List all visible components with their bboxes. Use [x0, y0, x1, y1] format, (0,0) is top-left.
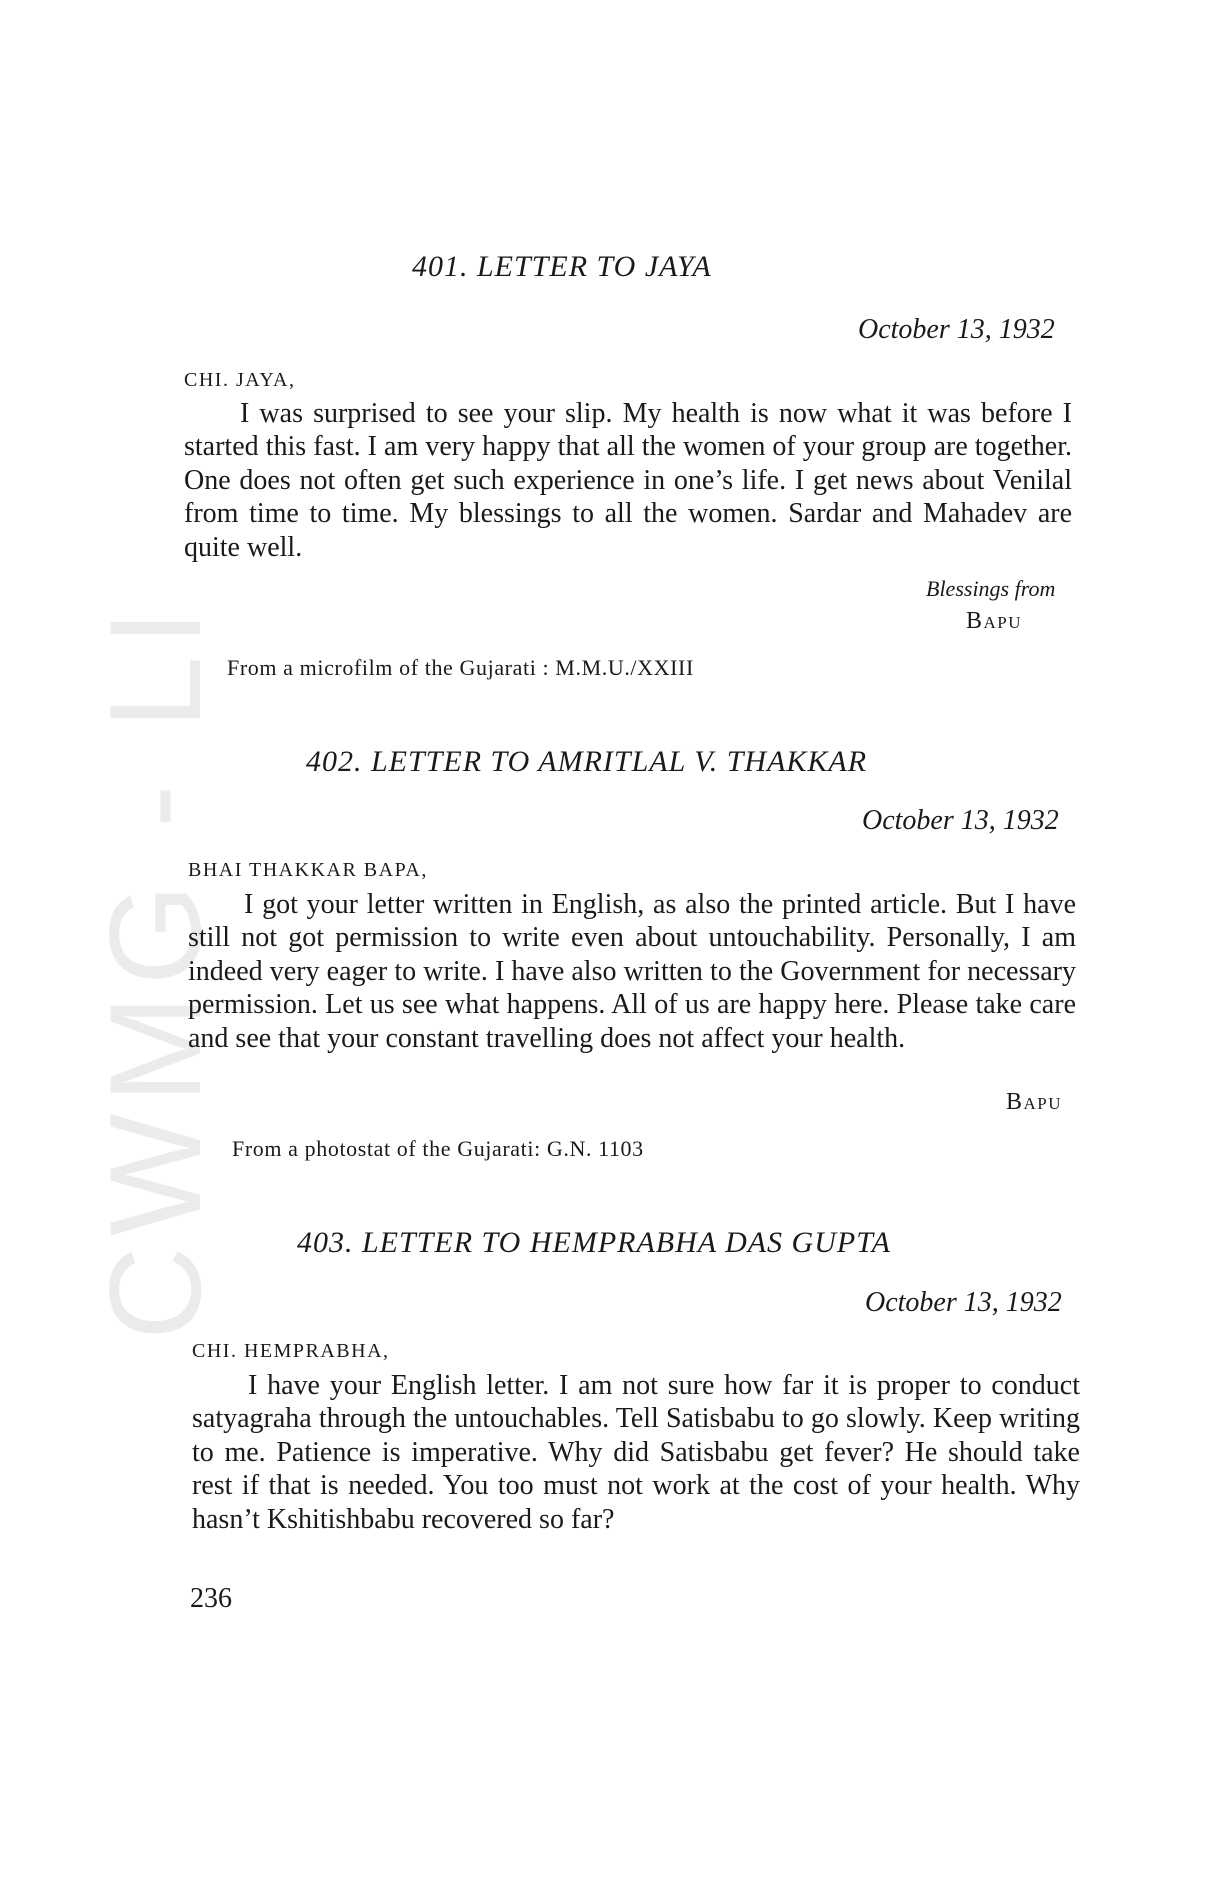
- letter-title: 402. LETTER TO AMRITLAL V. THAKKAR: [306, 745, 868, 778]
- watermark: CWMG - LI: [82, 600, 228, 1340]
- salutation: CHI. HEMPRABHA,: [192, 1340, 390, 1362]
- page-number: 236: [190, 1583, 232, 1614]
- letter-body: I was surprised to see your slip. My health is now what it was before I started this fast. I am very happy that all the women of your group are together. One does not often get such experience in one’s life. I get news about Venilal from time to time. My blessings to all the women. Sardar and Mahadev are quite well.: [184, 398, 1072, 563]
- letter-title: 401. LETTER TO JAYA: [412, 250, 712, 283]
- letter-body: I have your English letter. I am not sure how far it is proper to conduct satyagraha through the untouchables. Tell Satisbabu to go slowly. Keep writing to me. Patience is imperative. Why did Satisbabu get fever? He should take rest if that is needed. You too must not work at the cost of your health. Why hasn’t Kshitishbabu recovered so far?: [192, 1370, 1080, 1535]
- letter-body: I got your letter written in English, as also the printed article. But I have still not got permission to write even about untouchability. Personally, I am indeed very eager to write. I have also written to the Government for necessary permission. Let us see what happens. All of us are happy here. Please take care and see that your constant travelling does not affect your health.: [188, 889, 1076, 1054]
- letter-date: October 13, 1932: [858, 314, 1055, 345]
- salutation: BHAI THAKKAR BAPA,: [188, 859, 428, 881]
- closing: Blessings from: [926, 576, 1056, 601]
- signature: Bapu: [966, 608, 1023, 634]
- signature: Bapu: [1006, 1089, 1063, 1115]
- source-note: From a microfilm of the Gujarati : M.M.U./XXIII: [227, 655, 694, 680]
- letter-date: October 13, 1932: [865, 1287, 1062, 1318]
- letter-date: October 13, 1932: [862, 805, 1059, 836]
- source-note: From a photostat of the Gujarati: G.N. 1103: [232, 1136, 644, 1161]
- salutation: CHI. JAYA,: [184, 369, 296, 391]
- letter-title: 403. LETTER TO HEMPRABHA DAS GUPTA: [297, 1226, 891, 1259]
